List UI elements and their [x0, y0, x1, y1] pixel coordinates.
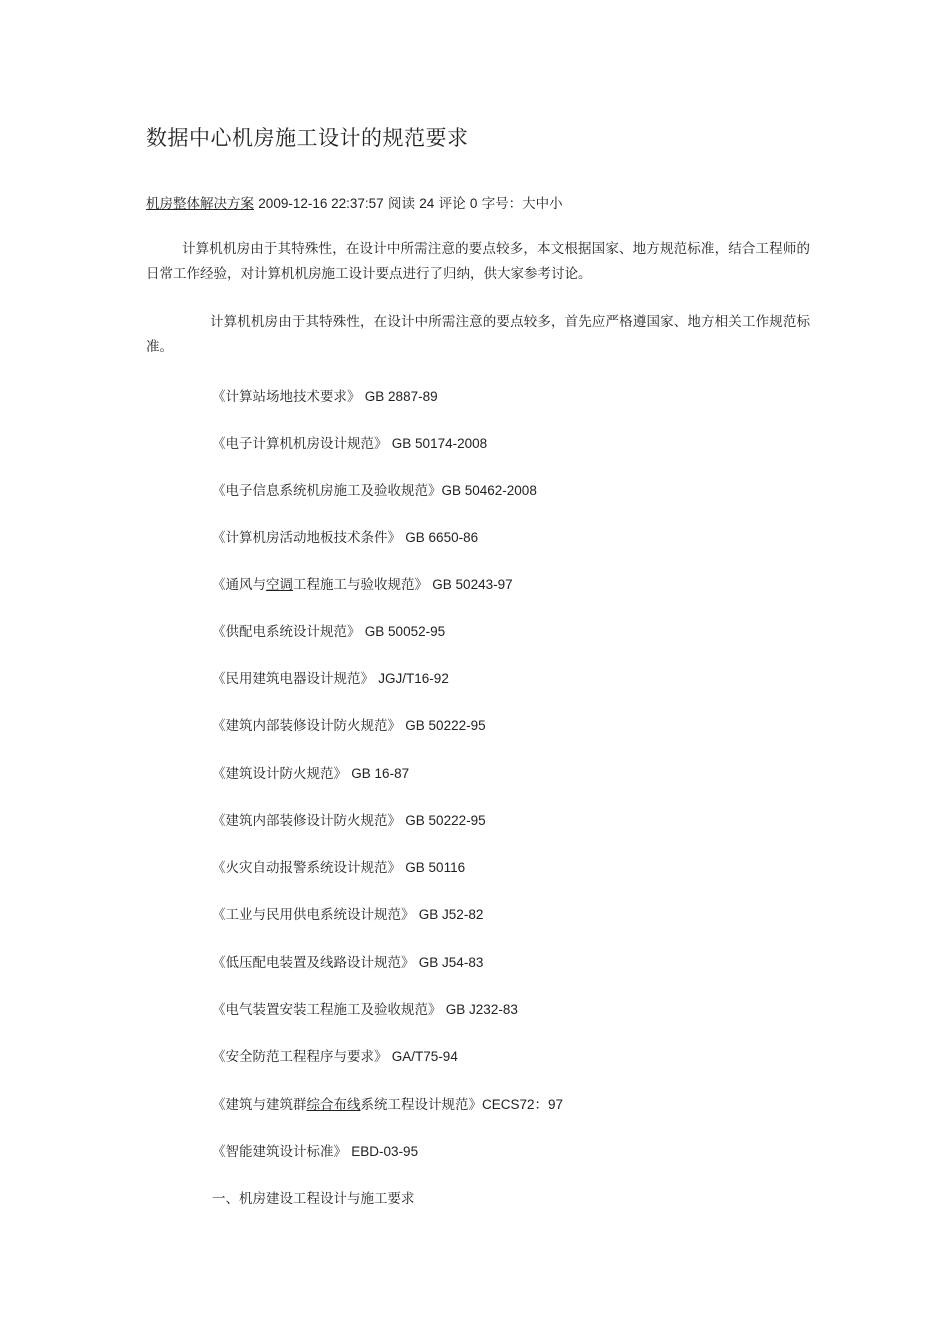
reads-count: 24 — [419, 196, 435, 211]
standard-item — [212, 903, 483, 923]
comments-label: 评论 — [438, 196, 466, 212]
standard-code: GB 50462-2008 — [441, 483, 537, 498]
standard-item — [212, 1140, 418, 1160]
standard-code: GB 6650-86 — [405, 530, 479, 545]
standard-item — [212, 432, 487, 452]
standard-code: GB 50174-2008 — [391, 436, 488, 451]
standard-name-suffix: 工程施工与验收规范》 — [293, 577, 428, 593]
standard-item — [212, 998, 518, 1018]
standard-item — [212, 573, 513, 593]
standard-name: 《火灾自动报警系统设计规范》 — [212, 860, 401, 876]
standard-item — [212, 951, 483, 971]
standards-intro-paragraph: 计算机机房由于其特殊性，在设计中所需注意的要点较多，首先应严格遵国家、地方相关工作规范标准。 — [146, 314, 810, 355]
standard-name: 《建筑内部装修设计防火规范》 — [212, 718, 401, 734]
standard-name: 《计算站场地技术要求》 — [212, 389, 361, 405]
standard-name: 《民用建筑电器设计规范》 — [212, 671, 374, 687]
standard-name: 《电子计算机机房设计规范》 — [212, 436, 388, 452]
structured-cabling-link[interactable]: 综合布线 — [306, 1097, 361, 1113]
standard-name-suffix: 系统工程设计规范》 — [360, 1097, 482, 1113]
standard-name: 《安全防范工程程序与要求》 — [212, 1049, 388, 1065]
standard-item — [212, 667, 449, 687]
standard-item — [212, 809, 486, 829]
standard-name-prefix: 《建筑与建筑群 — [212, 1097, 307, 1113]
page-title: 数据中心机房施工设计的规范要求 — [146, 126, 469, 150]
standard-item — [212, 385, 438, 405]
standard-code: JGJ/T16-92 — [378, 671, 449, 686]
standard-code: GB 50222-95 — [405, 718, 486, 733]
standard-item — [212, 714, 486, 734]
standard-code: GA/T75-94 — [391, 1049, 458, 1064]
standard-code: GB 50243-97 — [432, 577, 513, 592]
standard-item — [212, 620, 445, 640]
standard-name: 《计算机房活动地板技术条件》 — [212, 530, 401, 546]
standard-name: 《建筑内部装修设计防火规范》 — [212, 813, 401, 829]
standard-item — [212, 762, 409, 782]
post-datetime: 2009-12-16 22:37:57 — [258, 196, 384, 211]
comments-count: 0 — [469, 196, 478, 211]
air-conditioning-link[interactable]: 空调 — [266, 577, 293, 593]
standard-code: GB 16-87 — [351, 766, 410, 781]
font-size-selector[interactable]: 字号：大中小 — [481, 196, 563, 212]
standard-code: GB J54-83 — [418, 955, 484, 970]
article-meta — [146, 192, 563, 212]
standard-name: 《工业与民用供电系统设计规范》 — [212, 907, 415, 923]
standard-code: CECS72：97 — [482, 1097, 564, 1112]
standard-code: GB 50222-95 — [405, 813, 486, 828]
reads-label: 阅读 — [387, 196, 415, 212]
standard-item — [212, 856, 465, 876]
standard-code: GB 2887-89 — [364, 389, 438, 404]
category-link[interactable]: 机房整体解决方案 — [146, 196, 254, 212]
standard-item — [212, 1093, 563, 1113]
intro-paragraph: 计算机机房由于其特殊性，在设计中所需注意的要点较多，本文根据国家、地方规范标准，结合工程师的日常工作经验，对计算机机房施工设计要点进行了归纳，供大家参考讨论。 — [146, 241, 810, 282]
standard-name: 《低压配电装置及线路设计规范》 — [212, 955, 415, 971]
standard-name: 《供配电系统设计规范》 — [212, 624, 361, 640]
standard-code: GB 50052-95 — [364, 624, 446, 639]
section-heading: 一、机房建设工程设计与施工要求 — [212, 1191, 415, 1207]
standard-code: EBD-03-95 — [351, 1144, 419, 1159]
standard-code: GB J52-82 — [418, 907, 484, 922]
standard-name: 《建筑设计防火规范》 — [212, 766, 347, 782]
standard-item — [212, 1045, 458, 1065]
standard-item — [212, 479, 537, 499]
standard-name-prefix: 《通风与 — [212, 577, 266, 593]
standard-code: GB J232-83 — [445, 1002, 518, 1017]
standard-name: 《电子信息系统机房施工及验收规范》 — [212, 483, 442, 499]
standard-name: 《电气装置安装工程施工及验收规范》 — [212, 1002, 442, 1018]
standard-code: GB 50116 — [405, 860, 466, 875]
standard-name: 《智能建筑设计标准》 — [212, 1144, 347, 1160]
standard-item — [212, 526, 478, 546]
